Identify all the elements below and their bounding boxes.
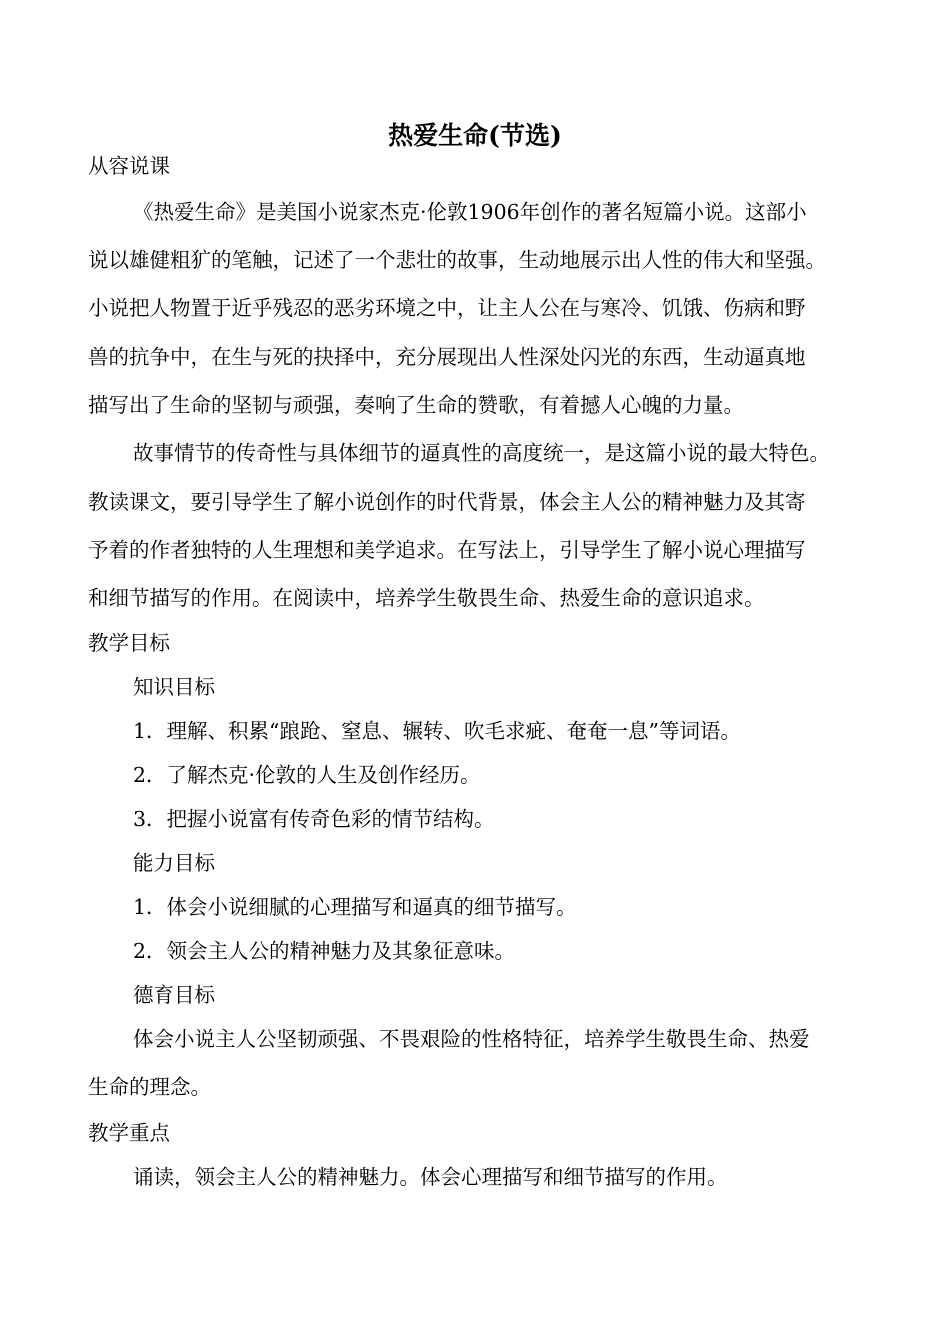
section-heading-shuoke: 从容说课 — [88, 154, 170, 178]
paragraph-line: 予着的作者独特的人生理想和美学追求。在写法上，引导学生了解小说心理描写 — [88, 538, 806, 562]
list-item: 1．理解、积累“踉跄、窒息、辗转、吹毛求疵、奄奄一息”等词语。 — [133, 719, 742, 743]
section-heading-goals: 教学目标 — [88, 631, 170, 655]
list-item: 2．领会主人公的精神魅力及其象征意味。 — [133, 939, 516, 963]
paragraph-line: 故事情节的传奇性与具体细节的逼真性的高度统一，是这篇小说的最大特色。 — [133, 441, 830, 465]
paragraph-line: 《热爱生命》是美国小说家杰克·伦敦1906年创作的著名短篇小说。这部小 — [133, 200, 807, 224]
paragraph-line: 诵读，领会主人公的精神魅力。体会心理描写和细节描写的作用。 — [133, 1165, 728, 1189]
paragraph-line: 描写出了生命的坚韧与顽强，奏响了生命的赞歌，有着撼人心魄的力量。 — [88, 393, 744, 417]
paragraph-line: 体会小说主人公坚韧顽强、不畏艰险的性格特征，培养学生敬畏生命、热爱 — [133, 1027, 810, 1051]
subheading-moral: 德育目标 — [133, 983, 215, 1007]
list-item: 2．了解杰克·伦敦的人生及创作经历。 — [133, 763, 481, 787]
paragraph-line: 说以雄健粗犷的笔触，记述了一个悲壮的故事，生动地展示出人性的伟大和坚强。 — [88, 248, 826, 272]
paragraph-line: 教读课文，要引导学生了解小说创作的时代背景，体会主人公的精神魅力及其寄 — [88, 490, 806, 514]
paragraph-line: 兽的抗争中，在生与死的抉择中，充分展现出人性深处闪光的东西，生动逼真地 — [88, 345, 806, 369]
document-title: 热爱生命(节选) — [388, 121, 562, 150]
subheading-knowledge: 知识目标 — [133, 675, 215, 699]
section-heading-focus: 教学重点 — [88, 1121, 170, 1145]
list-item: 3．把握小说富有传奇色彩的情节结构。 — [133, 807, 495, 831]
list-item: 1．体会小说细腻的心理描写和逼真的细节描写。 — [133, 895, 577, 919]
paragraph-line: 和细节描写的作用。在阅读中，培养学生敬畏生命、热爱生命的意识追求。 — [88, 586, 765, 610]
subheading-ability: 能力目标 — [133, 851, 215, 875]
paragraph-line: 小说把人物置于近乎残忍的恶劣环境之中，让主人公在与寒冷、饥饿、伤病和野 — [88, 296, 806, 320]
paragraph-line: 生命的理念。 — [88, 1075, 211, 1099]
